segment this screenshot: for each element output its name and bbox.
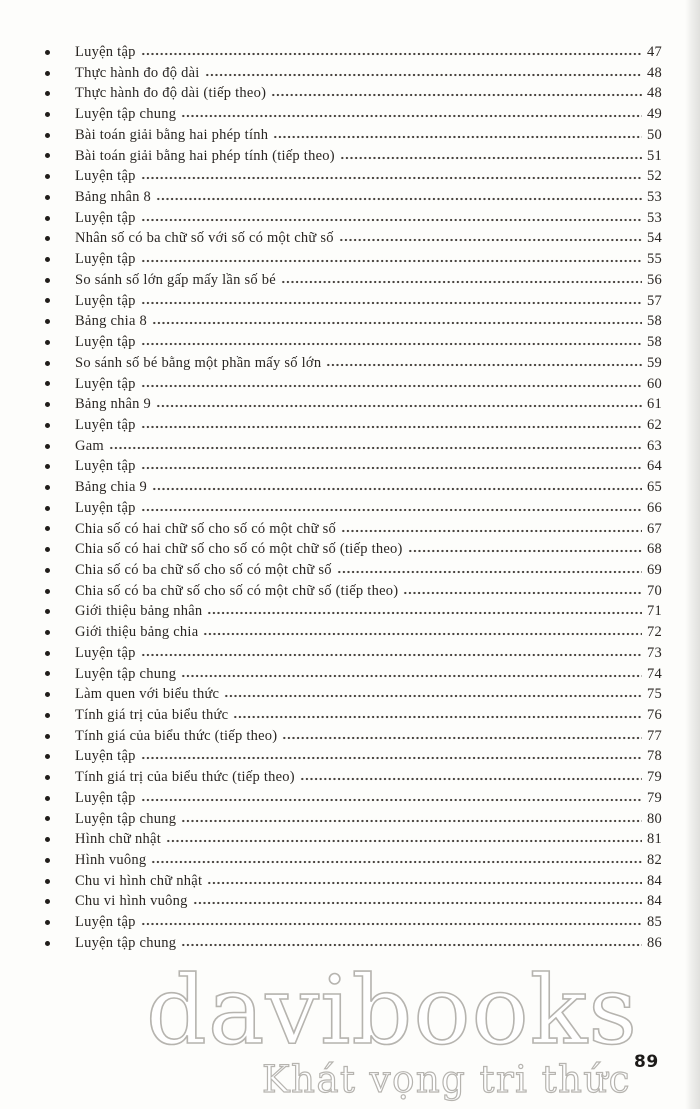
bullet-icon — [45, 298, 75, 303]
dotted-leader — [109, 446, 642, 450]
dotted-leader — [141, 259, 642, 263]
toc-entry-title: Luyện tập — [75, 375, 136, 392]
dotted-leader — [181, 943, 642, 947]
toc-entry-title: Hình vuông — [75, 852, 147, 869]
toc-entry — [45, 767, 662, 788]
toc-entry-page: 84 — [647, 893, 662, 910]
bullet-icon — [45, 50, 75, 55]
bullet-icon — [45, 402, 75, 407]
dotted-leader — [408, 549, 642, 553]
toc-entry — [45, 270, 662, 291]
dotted-leader — [141, 798, 642, 802]
toc-entry-page: 49 — [647, 106, 662, 123]
bullet-icon — [45, 112, 75, 117]
toc-entry-title: Tính giá trị của biểu thức (tiếp theo) — [75, 769, 295, 786]
toc-entry-page: 75 — [647, 686, 662, 703]
toc-entry-page: 79 — [647, 789, 662, 806]
bullet-icon — [45, 775, 75, 780]
bullet-icon — [45, 381, 75, 386]
toc-entry-title: Luyện tập — [75, 748, 136, 765]
toc-entry-page: 69 — [647, 561, 662, 578]
dotted-leader — [141, 342, 642, 346]
watermark-brand-text: davibooks — [146, 956, 639, 1066]
dotted-leader — [166, 839, 642, 843]
toc-entry-title: Luyện tập — [75, 499, 136, 516]
toc-entry-page: 74 — [647, 665, 662, 682]
bullet-icon — [45, 858, 75, 863]
toc-entry — [45, 726, 662, 747]
dotted-leader — [203, 632, 642, 636]
toc-entry-page: 82 — [647, 852, 662, 869]
toc-entry — [45, 891, 662, 912]
bullet-icon — [45, 361, 75, 366]
toc-entry-page: 67 — [647, 520, 662, 537]
toc-entry — [45, 166, 662, 187]
toc-entry-title: Tính giá trị của biểu thức — [75, 707, 229, 723]
dotted-leader — [337, 570, 642, 574]
toc-entry-page: 55 — [647, 251, 662, 268]
toc-entry-page: 72 — [647, 624, 662, 641]
bullet-icon — [45, 153, 75, 158]
toc-entry-page: 63 — [647, 437, 662, 454]
toc-entry-title: Luyện tập — [75, 334, 136, 351]
toc-entry-page: 56 — [647, 271, 662, 288]
toc-entry-page: 52 — [647, 168, 662, 185]
dotted-leader — [141, 425, 642, 429]
toc-entry — [45, 228, 662, 249]
toc-entry — [45, 249, 662, 270]
toc-entry-page: 84 — [647, 872, 662, 889]
bullet-icon — [45, 754, 75, 759]
toc-entry — [45, 871, 662, 892]
toc-entry — [45, 374, 662, 395]
bullet-icon — [45, 941, 75, 946]
bullet-icon — [45, 713, 75, 718]
bullet-icon — [45, 340, 75, 345]
toc-entry-title: Bảng chia 9 — [75, 479, 148, 496]
toc-entry — [45, 104, 662, 125]
dotted-leader — [340, 156, 642, 160]
dotted-leader — [326, 363, 642, 367]
toc-entry — [45, 146, 662, 167]
toc-entry-title: Luyện tập chung — [75, 810, 177, 827]
dotted-leader — [152, 321, 642, 325]
dotted-leader — [205, 73, 642, 77]
dotted-leader — [341, 529, 642, 533]
dotted-leader — [156, 404, 642, 408]
toc-entry-title: Chu vi hình chữ nhật — [75, 872, 203, 889]
dotted-leader — [193, 901, 642, 905]
toc-entry-page: 71 — [647, 603, 662, 620]
toc-entry-title: Luyện tập — [75, 292, 136, 309]
toc-entry — [45, 664, 662, 685]
dotted-leader — [141, 176, 642, 180]
toc-entry — [45, 829, 662, 850]
toc-entry-page: 58 — [647, 334, 662, 351]
toc-entry — [45, 353, 662, 374]
bullet-icon — [45, 589, 75, 594]
toc-entry — [45, 705, 662, 726]
dotted-leader — [300, 777, 642, 781]
toc-entry-title: Luyện tập — [75, 644, 136, 661]
bullet-icon — [45, 526, 75, 531]
toc-entry — [45, 809, 662, 830]
toc-entry-page: 53 — [647, 189, 662, 206]
toc-entry — [45, 746, 662, 767]
toc-entry — [45, 498, 662, 519]
bullet-icon — [45, 816, 75, 821]
toc-entry-page: 86 — [647, 934, 662, 951]
toc-entry-page: 76 — [647, 707, 662, 723]
toc-entry-page: 48 — [647, 85, 662, 102]
toc-entry-title: Bảng chia 8 — [75, 313, 148, 330]
bullet-icon — [45, 609, 75, 614]
toc-entry — [45, 456, 662, 477]
toc-entry-page: 62 — [647, 416, 662, 433]
dotted-leader — [141, 466, 642, 470]
dotted-leader — [181, 819, 642, 823]
toc-entry — [45, 394, 662, 415]
dotted-leader — [156, 197, 642, 201]
dotted-leader — [141, 384, 642, 388]
toc-entry-title: Luyện tập — [75, 168, 136, 185]
dotted-leader — [233, 715, 642, 719]
toc-entry — [45, 560, 662, 581]
bullet-icon — [45, 319, 75, 324]
toc-entry — [45, 83, 662, 104]
toc-entry-page: 50 — [647, 126, 662, 143]
bullet-icon — [45, 444, 75, 449]
toc-entry-page: 58 — [647, 313, 662, 330]
bullet-icon — [45, 195, 75, 200]
dotted-leader — [271, 93, 642, 97]
toc-entry-title: Bảng nhân 8 — [75, 189, 152, 206]
dotted-leader — [141, 301, 642, 305]
toc-entry — [45, 125, 662, 146]
bullet-icon — [45, 506, 75, 511]
toc-entry — [45, 187, 662, 208]
dotted-leader — [141, 653, 642, 657]
toc-entry-page: 78 — [647, 748, 662, 765]
toc-entry-title: Hình chữ nhật — [75, 831, 162, 848]
toc-entry-page: 61 — [647, 396, 662, 413]
bullet-icon — [45, 278, 75, 283]
toc-entry — [45, 436, 662, 457]
toc-entry — [45, 519, 662, 540]
bullet-icon — [45, 257, 75, 262]
toc-entry-page: 65 — [647, 479, 662, 496]
bullet-icon — [45, 133, 75, 138]
toc-entry-title: Chia số có hai chữ số cho số có một chữ số (tiếp theo) — [75, 541, 403, 558]
bullet-icon — [45, 837, 75, 842]
bullet-icon — [45, 236, 75, 241]
dotted-leader — [141, 922, 642, 926]
toc-entry-title: Giới thiệu bảng nhân — [75, 603, 203, 620]
toc-entry-title: Chia số có ba chữ số cho số có một chữ số (tiếp theo) — [75, 582, 399, 599]
toc-entry — [45, 477, 662, 498]
toc-entry-page: 60 — [647, 375, 662, 392]
toc-entry-title: So sánh số lớn gấp mấy lần số bé — [75, 271, 276, 288]
dotted-leader — [282, 736, 642, 740]
toc-entry — [45, 42, 662, 63]
toc-entry-title: Luyện tập — [75, 251, 136, 268]
watermark-slogan-text: Khát vọng tri thức — [262, 1058, 632, 1101]
dotted-leader — [224, 694, 642, 698]
dotted-leader — [207, 881, 642, 885]
dotted-leader — [339, 238, 642, 242]
bullet-icon — [45, 91, 75, 96]
toc-entry-title: Thực hành đo độ dài — [75, 64, 200, 81]
bullet-icon — [45, 216, 75, 221]
toc-entry — [45, 208, 662, 229]
toc-entry — [45, 788, 662, 809]
toc-entry — [45, 933, 662, 954]
dotted-leader — [281, 280, 642, 284]
toc-entry-page: 68 — [647, 541, 662, 558]
toc-entry-page: 47 — [647, 44, 662, 60]
dotted-leader — [403, 591, 642, 595]
bullet-icon — [45, 651, 75, 656]
toc-entry-title: Luyện tập chung — [75, 665, 177, 682]
toc-entry-title: Tính giá của biểu thức (tiếp theo) — [75, 727, 278, 744]
toc-entry-title: Luyện tập — [75, 44, 136, 60]
bullet-icon — [45, 423, 75, 428]
toc-entry-title: Giới thiệu bảng chia — [75, 624, 199, 641]
toc-entry-title: Gam — [75, 437, 104, 454]
toc-entry — [45, 601, 662, 622]
toc-entry-title: Bài toán giải bằng hai phép tính — [75, 126, 269, 143]
toc-entry-page: 80 — [647, 810, 662, 827]
dotted-leader — [273, 135, 642, 139]
bullet-icon — [45, 464, 75, 469]
toc-entry — [45, 684, 662, 705]
toc-entry-title: Luyện tập — [75, 458, 136, 475]
toc-entry — [45, 622, 662, 643]
bullet-icon — [45, 692, 75, 697]
toc-entry-page: 54 — [647, 230, 662, 247]
toc-entry-title: Làm quen với biểu thức — [75, 686, 220, 703]
toc-entry-title: Chia số có ba chữ số cho số có một chữ số — [75, 561, 332, 578]
bullet-icon — [45, 920, 75, 925]
toc-entry-page: 81 — [647, 831, 662, 848]
toc-entry-title: Luyện tập — [75, 914, 136, 931]
dotted-leader — [207, 611, 642, 615]
bullet-icon — [45, 879, 75, 884]
toc-entry-title: Bảng nhân 9 — [75, 396, 152, 413]
toc-entry — [45, 332, 662, 353]
bullet-icon — [45, 71, 75, 76]
toc-entry-page: 64 — [647, 458, 662, 475]
scan-edge-shading — [685, 0, 700, 1109]
dotted-leader — [152, 487, 642, 491]
page-number: 89 — [634, 1052, 659, 1072]
toc-entry — [45, 415, 662, 436]
toc-entry-title: Chu vi hình vuông — [75, 893, 188, 910]
toc-entry — [45, 912, 662, 933]
bullet-icon — [45, 796, 75, 801]
toc-entry — [45, 643, 662, 664]
bullet-icon — [45, 734, 75, 739]
toc-entry-title: Luyện tập — [75, 209, 136, 226]
toc-entry-page: 70 — [647, 582, 662, 599]
toc-entry-title: Bài toán giải bằng hai phép tính (tiếp theo) — [75, 147, 335, 164]
bullet-icon — [45, 899, 75, 904]
bullet-icon — [45, 568, 75, 573]
toc-entry — [45, 291, 662, 312]
toc-entry-page: 85 — [647, 914, 662, 931]
toc-entry — [45, 850, 662, 871]
toc-entry-page: 57 — [647, 292, 662, 309]
toc-entry-page: 51 — [647, 147, 662, 164]
dotted-leader — [181, 114, 642, 118]
dotted-leader — [141, 508, 642, 512]
toc-entry-page: 48 — [647, 64, 662, 81]
bullet-icon — [45, 174, 75, 179]
toc-entry-title: Luyện tập — [75, 416, 136, 433]
dotted-leader — [151, 860, 642, 864]
toc-entry — [45, 581, 662, 602]
toc-entry-title: Thực hành đo độ dài (tiếp theo) — [75, 85, 267, 102]
toc-entry-title: Chia số có hai chữ số cho số có một chữ số — [75, 520, 337, 537]
dotted-leader — [141, 756, 642, 760]
toc-entry-title: So sánh số bé bằng một phần mấy số lớn — [75, 354, 322, 371]
bullet-icon — [45, 630, 75, 635]
toc-entry-page: 79 — [647, 769, 662, 786]
bullet-icon — [45, 671, 75, 676]
toc-entry-title: Luyện tập chung — [75, 934, 177, 951]
toc-entry-title: Nhân số có ba chữ số với số có một chữ số — [75, 230, 334, 247]
toc-entry-page: 59 — [647, 354, 662, 371]
dotted-leader — [141, 52, 642, 56]
toc-entry — [45, 63, 662, 84]
toc-entry — [45, 311, 662, 332]
toc-entry-page: 53 — [647, 209, 662, 226]
toc-entry-page: 73 — [647, 644, 662, 661]
toc-entry — [45, 539, 662, 560]
dotted-leader — [181, 674, 642, 678]
toc-entry-page: 77 — [647, 727, 662, 744]
toc-entry-page: 66 — [647, 499, 662, 516]
dotted-leader — [141, 218, 642, 222]
toc-entry-title: Luyện tập — [75, 789, 136, 806]
bullet-icon — [45, 547, 75, 552]
toc-list — [45, 42, 662, 954]
toc-entry-title: Luyện tập chung — [75, 106, 177, 123]
bullet-icon — [45, 485, 75, 490]
